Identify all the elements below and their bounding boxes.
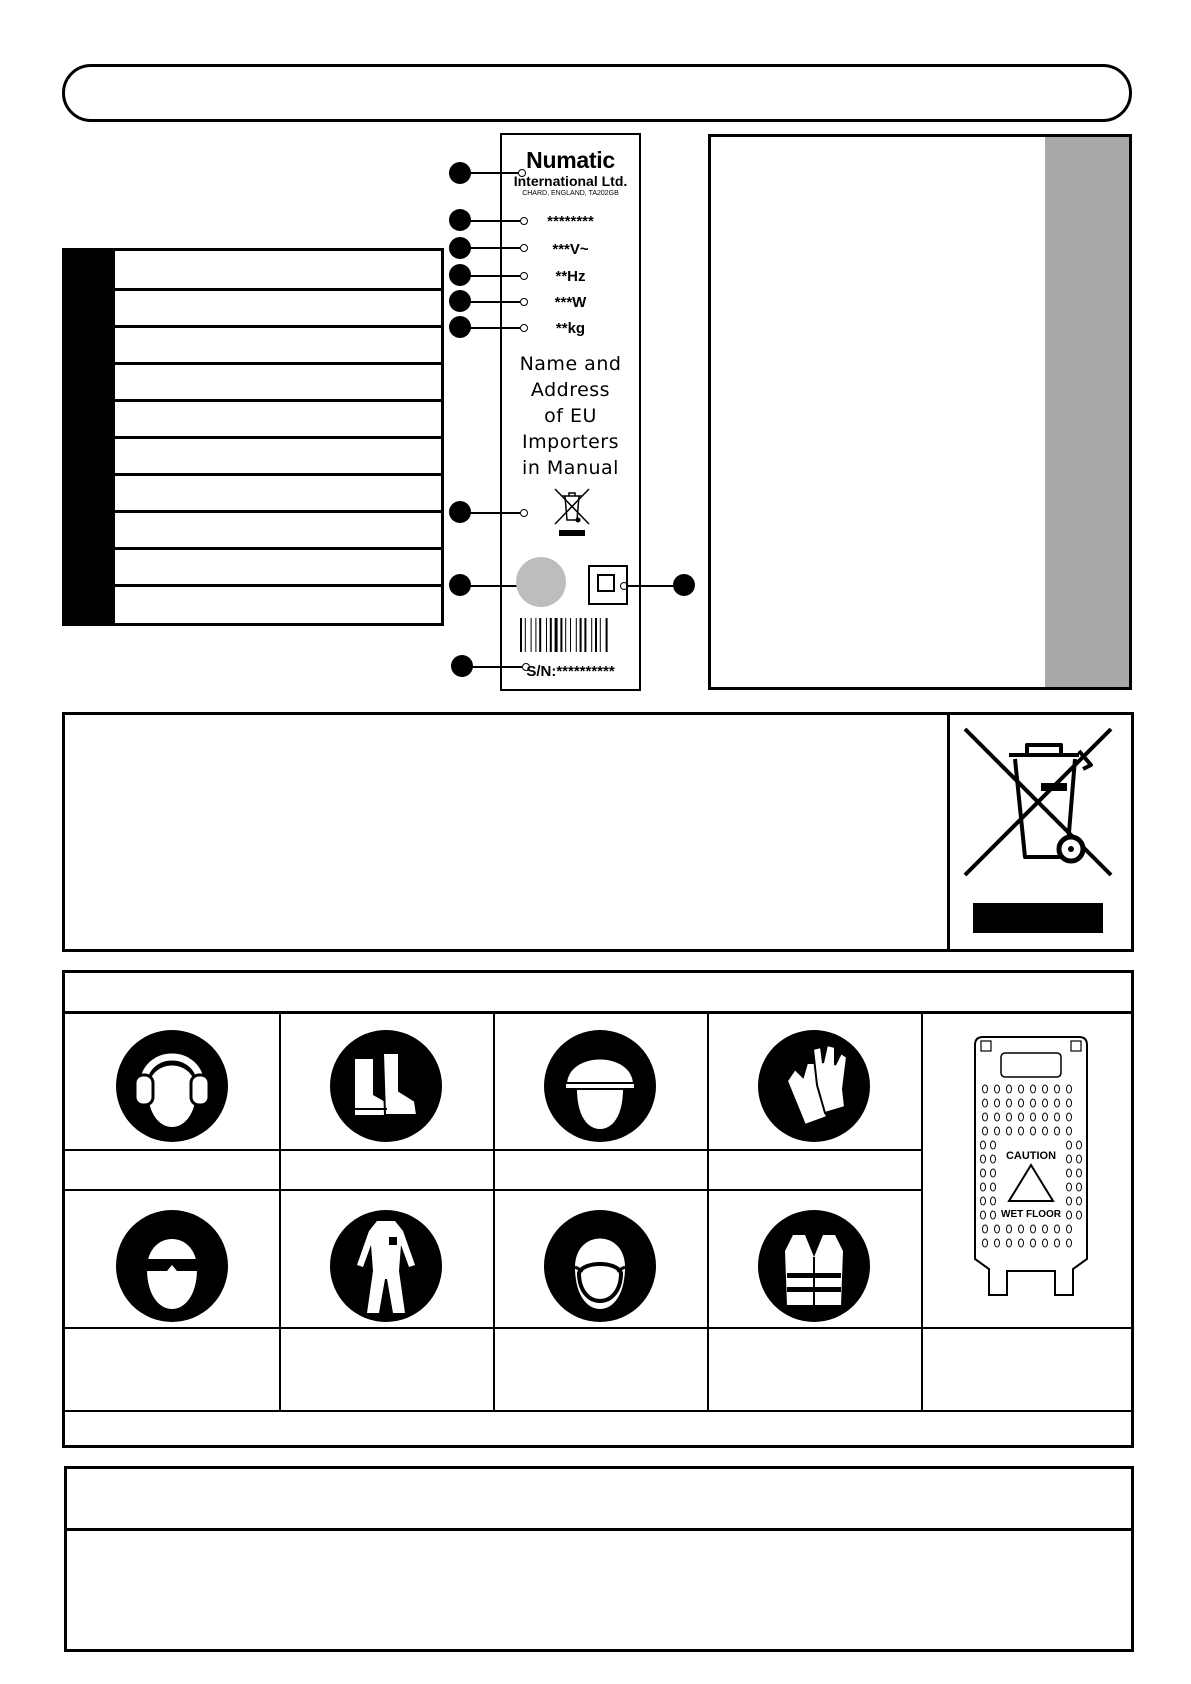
wet-floor-caution-text: CAUTION xyxy=(1005,1150,1057,1162)
plate-company: International Ltd. xyxy=(513,173,628,189)
barcode-bar xyxy=(591,618,592,652)
rating-table-sidebar xyxy=(65,251,115,623)
callout-dot-ce xyxy=(449,574,471,596)
barcode-bar xyxy=(535,618,536,652)
plate-voltage: ***V~ xyxy=(552,241,589,258)
callout-dot-frequency xyxy=(449,264,471,286)
barcode-bar xyxy=(546,618,547,652)
barcode-bar xyxy=(576,618,577,652)
importer-line: of EU xyxy=(544,405,597,427)
ppe-table xyxy=(62,970,1134,1448)
weee-small-icon xyxy=(552,486,592,538)
title-bar xyxy=(62,64,1132,122)
weee-divider xyxy=(947,715,950,949)
callout-dot-weight xyxy=(449,316,471,338)
barcode-bar xyxy=(525,618,526,652)
rating-row xyxy=(115,436,441,476)
callout-dot-power xyxy=(449,290,471,312)
rating-row xyxy=(115,251,441,291)
weee-bin-icon xyxy=(961,725,1123,935)
info-panel-shade xyxy=(1045,137,1129,687)
overalls-icon xyxy=(329,1209,443,1323)
barcode-bar xyxy=(520,618,522,652)
ppe-rule xyxy=(65,1410,1131,1412)
rating-row xyxy=(115,362,441,402)
ppe-rule xyxy=(65,1011,1131,1014)
importer-line: in Manual xyxy=(522,457,619,479)
plate-importer-note xyxy=(502,351,639,481)
gloves-icon xyxy=(757,1029,871,1143)
dust-mask-icon xyxy=(543,1209,657,1323)
notes-panel xyxy=(64,1466,1134,1652)
plate-brand: Numatic xyxy=(526,147,615,173)
rating-row xyxy=(115,473,441,513)
plate-weight: **kg xyxy=(555,320,586,337)
barcode-bar xyxy=(580,618,582,652)
ppe-rule xyxy=(921,1013,923,1411)
barcode-bar xyxy=(600,618,601,652)
plate-address: CHARD, ENGLAND, TA202GB xyxy=(522,190,619,197)
wet-floor-text: WET FLOOR xyxy=(1001,1209,1061,1220)
barcode-bar xyxy=(550,618,552,652)
ppe-rule xyxy=(707,1013,709,1411)
barcode-bar xyxy=(584,618,586,652)
hard-hat-icon xyxy=(543,1029,657,1143)
importer-line: Name and xyxy=(519,353,622,375)
safety-glasses-icon xyxy=(115,1209,229,1323)
callout-dot-model xyxy=(449,209,471,231)
ce-mark-placeholder-icon xyxy=(516,557,566,607)
plate-frequency: **Hz xyxy=(555,268,586,285)
barcode-bar xyxy=(595,618,597,652)
rating-row xyxy=(115,510,441,550)
barcode-bar xyxy=(539,618,541,652)
barcode-bar xyxy=(560,618,562,652)
callout-dot-serial xyxy=(451,655,473,677)
barcode-bar xyxy=(570,618,571,652)
rating-row xyxy=(115,399,441,439)
callout-dot-class2 xyxy=(673,574,695,596)
class-ii-icon xyxy=(588,565,628,605)
ppe-rule xyxy=(493,1013,495,1411)
safety-boots-icon xyxy=(329,1029,443,1143)
barcode-icon xyxy=(520,618,622,652)
rating-row xyxy=(115,325,441,365)
info-panel xyxy=(708,134,1132,690)
plate-serial: S/N:********** xyxy=(526,663,615,680)
plate-model: ******** xyxy=(547,213,594,230)
ppe-rule xyxy=(279,1013,281,1411)
callout-dot-brand xyxy=(449,162,471,184)
rating-plate xyxy=(500,133,641,691)
plate-power: ***W xyxy=(554,294,587,311)
importer-line: Address xyxy=(530,379,611,401)
weee-panel xyxy=(62,712,1134,952)
barcode-bar xyxy=(565,618,566,652)
hi-vis-vest-icon xyxy=(757,1209,871,1323)
wet-floor-sign-icon xyxy=(969,1033,1093,1305)
barcode-bar xyxy=(606,618,608,652)
rating-row xyxy=(115,547,441,587)
callout-dot-weee xyxy=(449,501,471,523)
importer-line: Importers xyxy=(522,431,619,453)
barcode-bar xyxy=(531,618,532,652)
rating-table xyxy=(62,248,444,626)
ppe-rule xyxy=(65,1327,1131,1329)
ear-protection-icon xyxy=(115,1029,229,1143)
barcode-bar xyxy=(555,618,558,652)
callout-dot-voltage xyxy=(449,237,471,259)
notes-divider xyxy=(67,1528,1131,1531)
rating-row xyxy=(115,288,441,328)
